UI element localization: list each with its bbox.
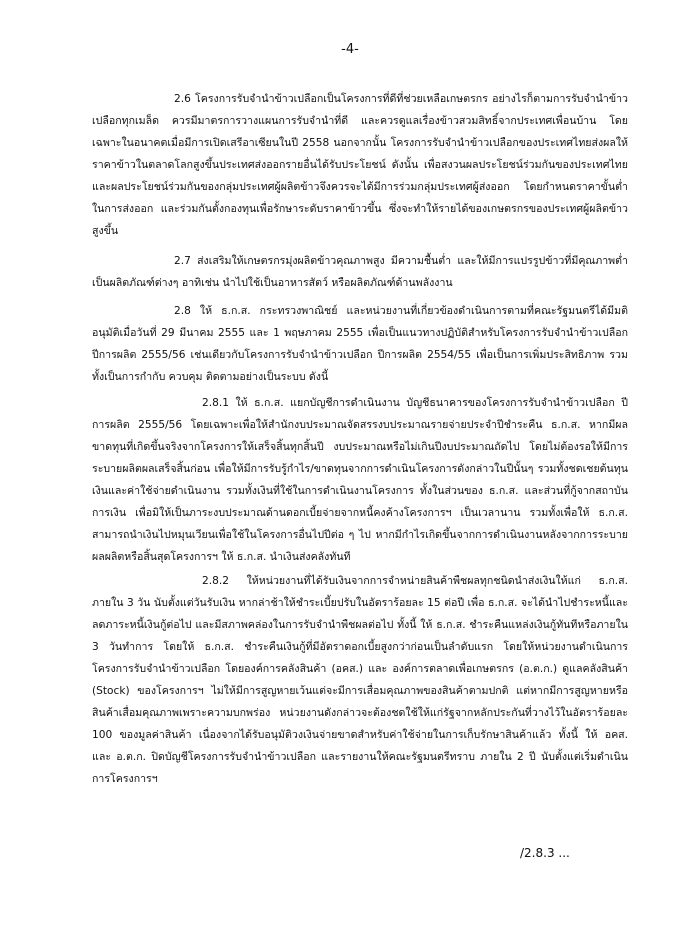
paragraph-2-7: 2.7 ส่งเสริมให้เกษตรกรมุ่งผลิตข้าวคุณภาพสูง มีความชื้นต่ำ และให้มีการแปรรูปข้าวที่มีคุณภาพต่ำเป็นผลิตภัณฑ์ต่างๆ อาทิเช่น นำไปใช้เป็นอาหารสัตว์ หรือผลิตภัณฑ์ด้านพลังงาน: [92, 255, 628, 289]
paragraph-2-8: 2.8 ให้ ธ.ก.ส. กระทรวงพาณิชย์ และหน่วยงานที่เกี่ยวข้องดำเนินการตามที่คณะรัฐมนตรีได้มีมติอนุมัติเมื่อวันที่ 29 มีนาคม 2555 และ 1 พฤษภาคม 2555 เพื่อเป็นแนวทางปฏิบัติสำหรับโครงการรับจำนำข้าวเปลือก ปีการผลิต 2555/56 เช่นเดียวกับโครงการรับจำนำข้าวเปลือก ปีการผลิต 2554/55 เพื่อเป็นการเพิ่มประสิทธิภาพ รวมทั้งเป็นการกำกับ ควบคุม ติดตามอย่างเป็นระบบ ดังนี้: [92, 305, 628, 383]
page-number: -4-: [341, 42, 359, 57]
paragraph-2-6: 2.6 โครงการรับจำนำข้าวเปลือกเป็นโครงการที่ดีที่ช่วยเหลือเกษตรกร อย่างไรก็ตามการรับจำนำข้าวเปลือกทุกเมล็ด ควรมีมาตรการวางแผนการรับจำนำที่ดี และควรดูแลเรื่องข้าวสวมสิทธิ์จากประเทศเพื่อนบ้าน โดยเฉพาะในอนาคตเมื่อมีการเปิดเสรีอาเซียนในปี 2558 นอกจากนั้น โครงการรับจำนำข้าวเปลือกของประเทศไทยส่งผลให้ราคาข้าวในตลาดโลกสูงขึ้นประเทศส่งออกรายอื่นได้รับประโยชน์ ดังนั้น เพื่อสงวนผลประโยชน์ร่วมกันของประเทศไทยและผลประโยชน์ร่วมกันของกลุ่มประเทศผู้ผลิตข้าวจึงควรจะได้มีการร่วมกลุ่มประเทศผู้ส่งออก โดยกำหนดราคาขั้นต่ำในการส่งออก และร่วมกันตั้งกองทุนเพื่อรักษาระดับราคาข้าวขึ้น ซึ่งจะทำให้รายได้ของเกษตรกรของประเทศผู้ผลิตข้าวสูงขึ้น: [92, 93, 628, 237]
paragraph-2-8-2: 2.8.2 ให้หน่วยงานที่ได้รับเงินจากการจำหน่ายสินค้าพืชผลทุกชนิดนำส่งเงินให้แก่ ธ.ก.ส. ภายใน 3 วัน นับตั้งแต่วันรับเงิน หากล่าช้าให้ชำระเบี้ยปรับในอัตราร้อยละ 15 ต่อปี เพื่อ ธ.ก.ส. จะได้นำไปชำระหนี้และลดภาระหนี้เงินกู้ต่อไป และมีสภาพคล่องในการรับจำนำพืชผลต่อไป ทั้งนี้ ให้ ธ.ก.ส. ชำระคืนแหล่งเงินกู้ทันทีหรือภายใน 3 วันทำการ โดยให้ ธ.ก.ส. ชำระคืนเงินกู้ที่มีอัตราดอกเบี้ยสูงกว่าก่อนเป็นลำดับแรก โดยให้หน่วยงานดำเนินการโครงการรับจำนำข้าวเปลือก โดยองค์การคลังสินค้า (อคส.) และ องค์การตลาดเพื่อเกษตรกร (อ.ต.ก.) ดูแลคลังสินค้า (Stock) ของโครงการฯ ไม่ให้มีการสูญหายเว้นแต่จะมีการเสื่อมคุณภาพของสินค้าตามปกติ แต่หากมีการสูญหายหรือสินค้าเสื่อมคุณภาพเพราะความบกพร่อง หน่วยงานดังกล่าวจะต้องชดใช้ให้แก่รัฐจากหลักประกันที่วางไว้ในอัตราร้อยละ 100 ของมูลค่าสินค้า เนื่องจากได้รับอนุมัติวงเงินจ่ายขาดสำหรับค่าใช้จ่ายในการเก็บรักษาสินค้าแล้ว ทั้งนี้ ให้ อคส. และ อ.ต.ก. ปิดบัญชีโครงการรับจำนำข้าวเปลือก และรายงานให้คณะรัฐมนตรีทราบ ภายใน 2 ปี นับตั้งแต่เริ่มดำเนินการโครงการฯ: [92, 575, 628, 785]
paragraph-2-8-1: 2.8.1 ให้ ธ.ก.ส. แยกบัญชีการดำเนินงาน บัญชีธนาคารของโครงการรับจำนำข้าวเปลือก ปีการผลิต 2555/56 โดยเฉพาะเพื่อให้สำนักงบประมาณจัดสรรงบประมาณรายจ่ายประจำปีชำระคืน ธ.ก.ส. หากมีผลขาดทุนที่เกิดขึ้นจริงจากโครงการให้เสร็จสิ้นทุกสิ้นปี งบประมาณหรือไม่เกินปีงบประมาณถัดไป โดยไม่ต้องรอให้มีการระบายผลิตผลเสร็จสิ้นก่อน เพื่อให้มีการรับรู้กำไร/ขาดทุนจากการดำเนินโครงการดังกล่าวในปีนั้นๆ รวมทั้งชดเชยต้นทุนเงินและค่าใช้จ่ายดำเนินงาน รวมทั้งเงินที่ใช้ในการดำเนินงานโครงการ ทั้งในส่วนของ ธ.ก.ส. และส่วนที่กู้จากสถาบันการเงิน เพื่อมิให้เป็นภาระงบประมาณด้านดอกเบี้ยจ่ายจากหนี้คงค้างโครงการฯ เป็นเวลานาน รวมทั้งเพื่อให้ ธ.ก.ส. สามารถนำเงินไปหมุนเวียนเพื่อใช้ในโครงการอื่นไปปีต่อ ๆ ไป หากมีกำไรเกิดขึ้นจากการดำเนินงานหลังจากการระบายผลผลิตหรือสิ้นสุดโครงการฯ ให้ ธ.ก.ส. นำเงินส่งคลังทันที: [92, 397, 628, 563]
continuation-marker: /2.8.3 ...: [520, 846, 570, 860]
